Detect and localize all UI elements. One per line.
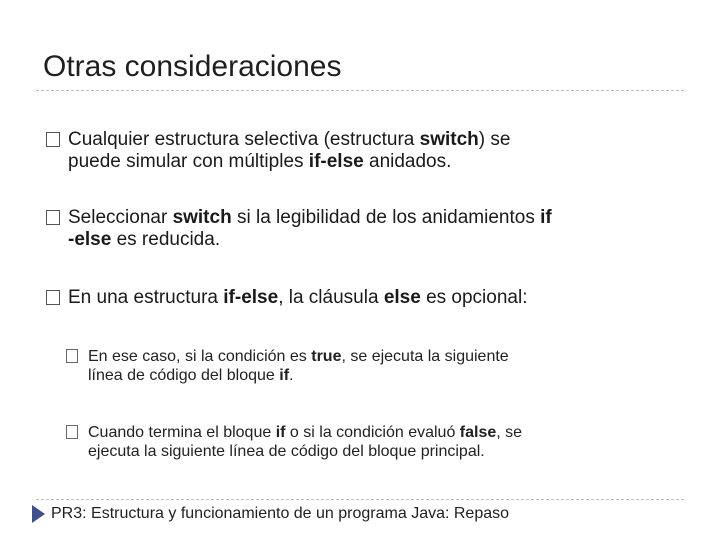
subbullet-1: En ese caso, si la condición es true, se ejecuta la siguiente línea de código del bloque if.	[66, 347, 666, 385]
bullet-box-icon	[46, 210, 60, 225]
footer-divider	[36, 499, 684, 500]
bullet-box-icon	[46, 132, 60, 147]
subbullet-2: Cuando termina el bloque if o si la condición evaluó false, se ejecuta la siguiente línea de código del bloque principal.	[66, 423, 666, 461]
title-divider	[36, 90, 684, 91]
slide-footer	[32, 505, 509, 523]
subbullet-box-icon	[66, 349, 78, 363]
bullet-box-icon	[46, 290, 60, 305]
slide-title: Otras consideraciones	[43, 50, 342, 83]
play-arrow-icon	[32, 505, 45, 523]
bullet-2: Seleccionar switch si la legibilidad de los anidamientos if -else es reducida.	[46, 207, 666, 251]
bullet-3: En una estructura if-else, la cláusula else es opcional:	[46, 287, 666, 309]
bullet-1: Cualquier estructura selectiva (estructura switch) se puede simular con múltiples if-else anidados.	[46, 129, 666, 173]
footer-text: PR3: Estructura y funcionamiento de un programa Java: Repaso	[51, 505, 510, 523]
subbullet-box-icon	[66, 425, 78, 439]
